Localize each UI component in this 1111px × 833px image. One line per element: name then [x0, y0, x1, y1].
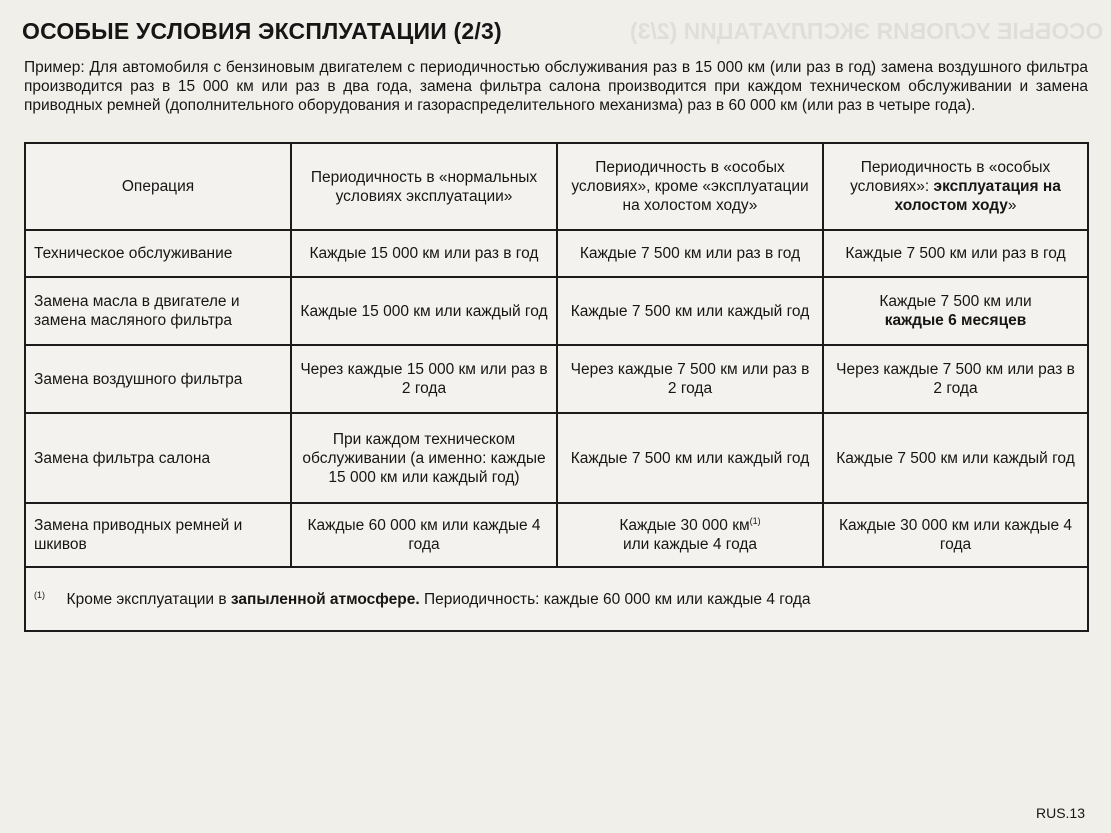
page-title: ОСОБЫЕ УСЛОВИЯ ЭКСПЛУАТАЦИИ (2/3) — [22, 18, 502, 44]
operation-cell: Техническое обслуживание — [25, 230, 291, 277]
footnote-text-2: Периодичность: каждые 60 000 км или каждые 4 года — [419, 590, 811, 608]
operation-cell: Замена масла в двигателе и замена масляного фильтра — [25, 277, 291, 345]
idle-bold-text: каждые 6 месяцев — [884, 312, 1027, 329]
footnote-marker: (1) — [34, 589, 45, 600]
normal-cell: Каждые 15 000 км или каждый год — [291, 277, 557, 345]
footnote-cell — [25, 567, 1088, 631]
idle-cell — [823, 277, 1088, 345]
normal-cell: Каждые 60 000 км или каждые 4 года — [291, 503, 557, 567]
special-tail: или каждые 4 года — [622, 536, 758, 553]
operation-cell: Замена фильтра салона — [25, 413, 291, 503]
table-row — [25, 413, 1088, 503]
page-number: RUS.13 — [1035, 805, 1085, 821]
header-normal-conditions: Периодичность в «нормальных условиях эксплуатации» — [291, 143, 557, 230]
idle-cell: Каждые 7 500 км или каждый год — [823, 413, 1088, 503]
idle-cell: Каждые 7 500 км или раз в год — [823, 230, 1088, 277]
operation-cell: Замена воздушного фильтра — [25, 345, 291, 413]
normal-cell: Через каждые 15 000 км или раз в 2 года — [291, 345, 557, 413]
idle-cell: Каждые 30 000 км или каждые 4 года — [823, 503, 1088, 567]
header-idle-plain: Периодичность в «особых условиях»: — [850, 159, 1051, 195]
table-row — [25, 503, 1088, 567]
header-operation: Операция — [25, 143, 291, 230]
operation-cell: Замена приводных ремней и шкивов — [25, 503, 291, 567]
bleed-through-title: ОСОБЫЕ УСЛОВИЯ ЭКСПЛУАТАЦИИ (2/3) — [629, 18, 1103, 44]
header-idle-bold: эксплуатация на холостом ходу — [894, 178, 1061, 214]
header-special-conditions: Периодичность в «особых условиях», кроме «эксплуатации на холостом ходу» — [557, 143, 823, 230]
idle-text: Каждые 7 500 км или — [879, 293, 1032, 310]
idle-cell: Через каждые 7 500 км или раз в 2 года — [823, 345, 1088, 413]
normal-cell: Каждые 15 000 км или раз в год — [291, 230, 557, 277]
header-idle-conditions — [823, 143, 1088, 230]
table-row — [25, 277, 1088, 345]
special-cell: Каждые 7 500 км или каждый год — [557, 277, 823, 345]
table-header-row — [25, 143, 1088, 230]
header-idle-end: » — [1007, 197, 1017, 214]
footnote-text: Кроме эксплуатации в — [66, 590, 231, 608]
special-cell — [557, 503, 823, 567]
maintenance-table — [24, 142, 1089, 632]
footnote-bold: запыленной атмосфере. — [230, 590, 420, 608]
special-cell: Каждые 7 500 км или раз в год — [557, 230, 823, 277]
normal-cell: При каждом техническом обслуживании (а именно: каждые 15 000 км или каждый год) — [291, 413, 557, 503]
special-text: Каждые 30 000 км — [619, 517, 750, 534]
footnote-ref: (1) — [749, 515, 761, 526]
special-cell: Через каждые 7 500 км или раз в 2 года — [557, 345, 823, 413]
special-cell: Каждые 7 500 км или каждый год — [557, 413, 823, 503]
table-row — [25, 230, 1088, 277]
intro-paragraph: Пример: Для автомобиля с бензиновым двигателем с периодичностью обслуживания раз в 15 000 км (или раз в год) замена воздушного фильтра производится раз в 15 000 км или раз в два года, замена фильтра салона производится при каждом техническом обслуживании и замена приводных ремней (дополнительного оборудования и газораспределительного механизма) раз в 60 000 км (или раз в четыре года). — [24, 59, 1088, 114]
footnote-row — [25, 567, 1088, 631]
table-row — [25, 345, 1088, 413]
